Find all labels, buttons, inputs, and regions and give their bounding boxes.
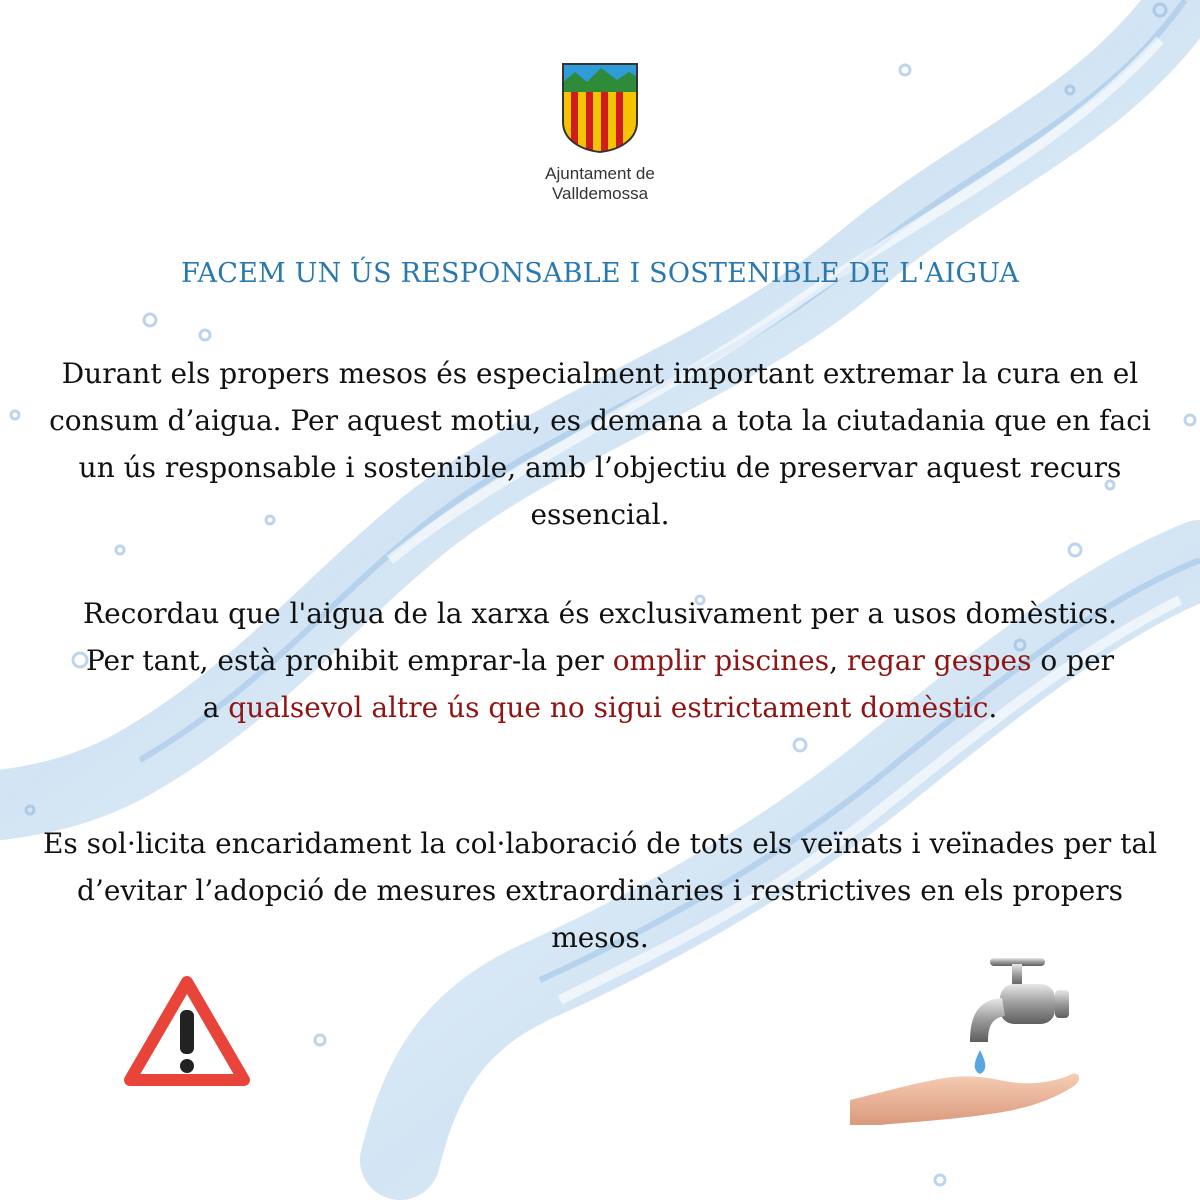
paragraph-2-text-b: ,	[829, 644, 847, 677]
paragraph-2-text-a: Recordau que l'aigua de la xarxa és exclusivament per a usos domèstics. Per tant, està prohibit emprar-la per	[83, 597, 1117, 677]
highlight-fill-pools: omplir piscines	[612, 644, 830, 677]
paragraph-2-text-d: .	[988, 691, 998, 724]
paragraph-2	[80, 590, 1120, 731]
water-tap-hand-icon	[850, 950, 1090, 1125]
coat-of-arms-icon	[561, 62, 639, 154]
warning-triangle-icon	[122, 974, 252, 1089]
page-title: FACEM UN ÚS RESPONSABLE I SOSTENIBLE DE L'AIGUA	[180, 258, 1020, 289]
logo-line-2: Valldemossa	[551, 184, 649, 203]
paragraph-1: Durant els propers mesos és especialment important extremar la cura en el consum d’aigua. Per aquest motiu, es demana a tota la ciutadania que en faci un ús responsable i sostenible, amb l’objectiu de preservar aquest recurs essencial.	[49, 357, 1151, 531]
municipality-logo	[520, 62, 680, 204]
highlight-other-uses: qualsevol altre ús que no sigui estrictament domèstic	[228, 691, 989, 724]
paragraph-3: Es sol·licita encaridament la col·laboració de tots els veïnats i veïnades per tal d’evitar l’adopció de mesures extraordinàries i restrictives en els propers mesos.	[42, 827, 1158, 954]
highlight-water-lawns: regar gespes	[846, 644, 1032, 677]
paragraph-2-text-c: o per a	[202, 644, 1115, 724]
logo-line-1: Ajuntament de	[545, 164, 655, 183]
